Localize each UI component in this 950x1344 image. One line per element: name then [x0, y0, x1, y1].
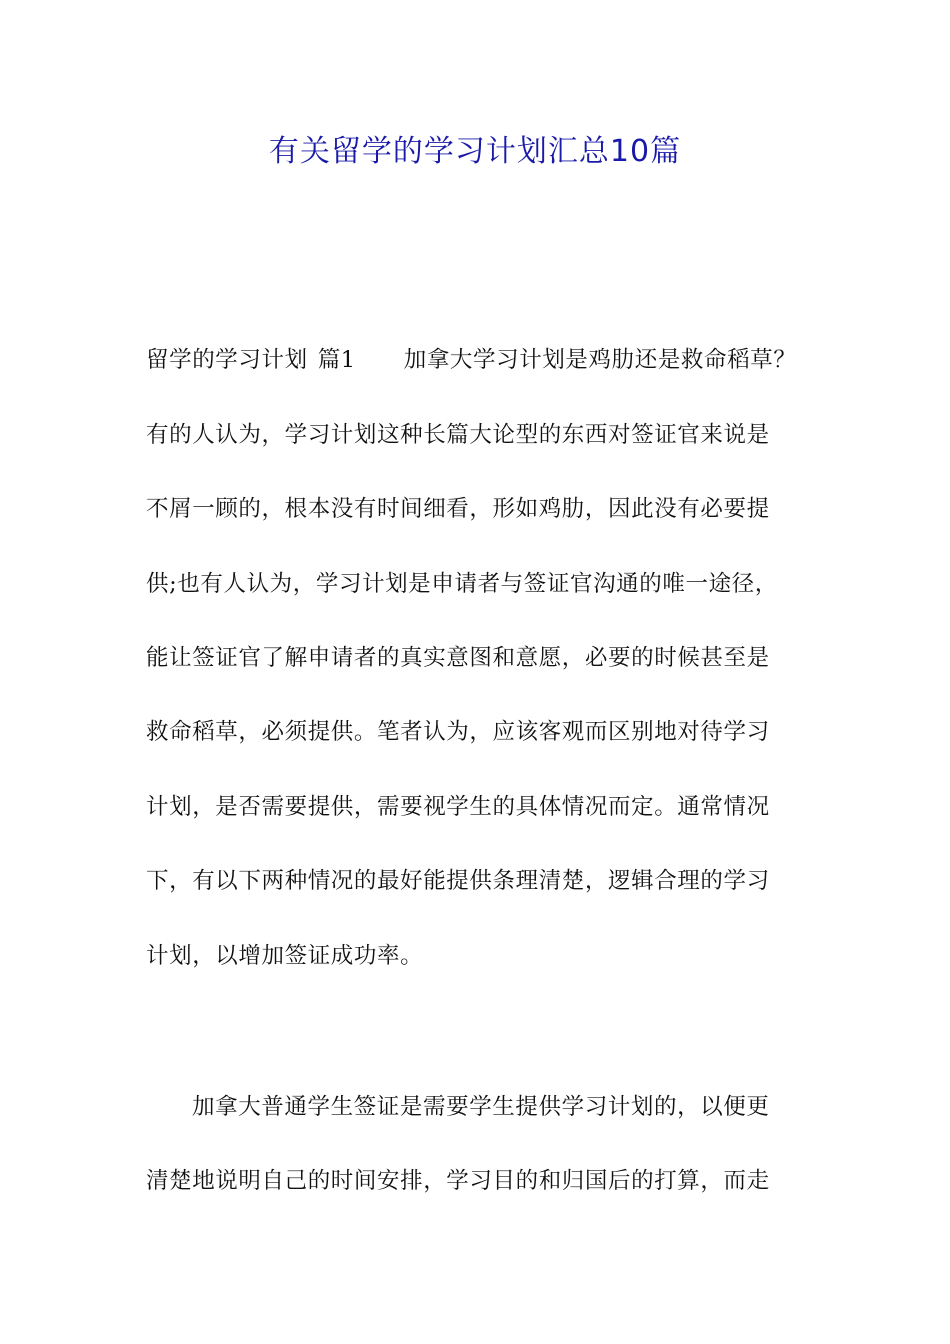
paragraph-line: 供;也有人认为，学习计划是申请者与签证官沟通的唯一途径，	[146, 571, 778, 597]
paragraph-line: 加拿大普通学生签证是需要学生提供学习计划的，以便更	[192, 1094, 770, 1120]
paragraph-line: 不屑一顾的，根本没有时间细看，形如鸡肋，因此没有必要提	[146, 496, 770, 522]
section-1-heading: 留学的学习计划	[146, 347, 308, 373]
section-1-first-line	[146, 340, 826, 380]
document-title: 有关留学的学习计划汇总10篇	[268, 134, 682, 169]
paragraph-line: 救命稻草，必须提供。笔者认为，应该客观而区别地对待学习	[146, 719, 770, 745]
paragraph-line: 有的人认为，学习计划这种长篇大论型的东西对签证官来说是	[146, 422, 770, 448]
paragraph-line: 清楚地说明自己的时间安排，学习目的和归国后的打算，而走	[146, 1168, 770, 1194]
section-1-question: 加拿大学习计划是鸡肋还是救命稻草？	[403, 347, 797, 373]
paragraph-line: 计划，是否需要提供，需要视学生的具体情况而定。通常情况	[146, 794, 770, 820]
paragraph-line: 下，有以下两种情况的最好能提供条理清楚，逻辑合理的学习	[146, 868, 770, 894]
section-1-number: 篇1	[317, 347, 356, 373]
paragraph-line: 计划，以增加签证成功率。	[146, 943, 424, 969]
paragraph-line: 能让签证官了解申请者的真实意图和意愿，必要的时候甚至是	[146, 645, 770, 671]
